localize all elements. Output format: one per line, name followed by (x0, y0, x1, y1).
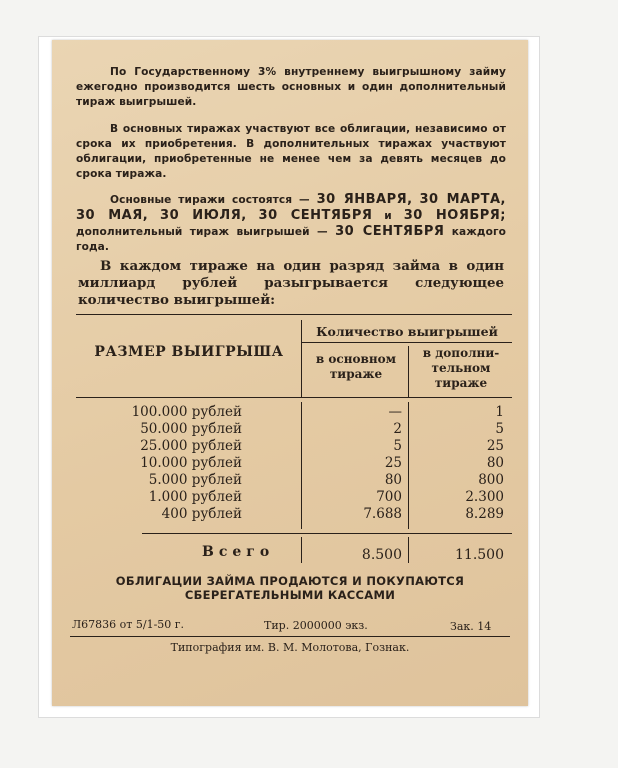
paragraph-draw-participation-text: В основных тиражах участвуют все облигации, независимо от срока их приобретения. В дополнительных тиражах участвуют облигации, приобретенные не менее чем за девять месяцев до срока тиража. (76, 123, 506, 180)
main-count: 700 (376, 489, 402, 505)
header-additional-draw (410, 346, 512, 391)
table-group-rule (302, 342, 512, 343)
prize-count-intro-text: В каждом тираже на один разряд займа в один миллиард рублей разыгрывается следующее количество выигрышей: (78, 258, 504, 308)
additional-count: 80 (486, 455, 504, 471)
table-row (78, 455, 512, 472)
date-additional-september: 30 СЕНТЯБРЯ (335, 224, 445, 239)
prize-amount: 1.000 рублей (148, 489, 242, 505)
table-total-divider-2 (408, 537, 409, 563)
paragraph-draw-dates (76, 192, 506, 255)
additional-count: 1 (495, 404, 504, 420)
order-number: Зак. 14 (450, 620, 492, 633)
additional-count: 2.300 (465, 489, 504, 505)
table-row (78, 438, 512, 455)
date-may: 30 МАЯ, (76, 208, 149, 223)
paragraph-loan-info-text: По Государственному 3% внутреннему выигрышному займу ежегодно производится шесть основных и один дополнительный тираж выигрышей. (76, 66, 506, 108)
header-add-line-3: тираже (434, 376, 488, 390)
main-count: 7.688 (363, 506, 402, 522)
prize-amount: 400 рублей (161, 506, 242, 522)
header-main-line-1: в основном (315, 352, 397, 366)
main-count: 2 (393, 421, 402, 437)
header-add-line-2: тельном (431, 361, 491, 375)
header-main-draw (304, 352, 408, 382)
date-january: 30 ЯНВАРЯ, (316, 192, 413, 207)
table-total-rule (142, 533, 512, 534)
table-total-divider-1 (301, 537, 302, 563)
header-prize-count: Количество выигрышей (316, 324, 498, 339)
document-code: Л67836 от 5/1-50 г. (72, 618, 185, 631)
sale-notice-line-1: ОБЛИГАЦИИ ЗАЙМА ПРОДАЮТСЯ И ПОКУПАЮТСЯ (115, 574, 465, 588)
footer-rule (70, 636, 510, 637)
table-col-divider-1 (301, 320, 302, 397)
table-col-divider-2 (408, 346, 409, 397)
table-row (78, 421, 512, 438)
header-prize-size: РАЗМЕР ВЫИГРЫША (94, 344, 284, 360)
paragraph-prize-count-intro (78, 258, 504, 309)
main-count: — (388, 404, 402, 420)
header-add-line-1: в дополни- (422, 346, 500, 360)
prize-amount: 100.000 рублей (131, 404, 242, 420)
date-september: 30 СЕНТЯБРЯ (258, 208, 373, 223)
print-run: Тир. 2000000 экз. (264, 619, 368, 632)
bond-info-card (52, 40, 528, 706)
main-count: 80 (384, 472, 402, 488)
additional-count: 8.289 (465, 506, 504, 522)
table-row (78, 506, 512, 523)
sale-notice (72, 574, 508, 602)
total-main: 8.500 (361, 547, 402, 563)
paragraph-loan-info (76, 65, 506, 110)
every-year-text: каждого года. (76, 226, 506, 253)
date-march: 30 МАРТА, (419, 192, 506, 207)
additional-count: 5 (495, 421, 504, 437)
conjunction: и (384, 210, 392, 222)
paragraph-draw-participation (76, 122, 506, 182)
main-count: 25 (384, 455, 402, 471)
main-count: 5 (393, 438, 402, 454)
draw-dates-intro: Основные тиражи состоятся — (110, 194, 310, 206)
printer-name: Типография им. В. М. Молотова, Гознак. (170, 641, 410, 654)
prize-amount: 5.000 рублей (148, 472, 242, 488)
date-july: 30 ИЮЛЯ, (160, 208, 247, 223)
table-row (78, 404, 512, 421)
table-header-rule (76, 397, 512, 398)
table-top-rule (76, 314, 512, 315)
prize-amount: 50.000 рублей (140, 421, 242, 437)
table-row (78, 472, 512, 489)
sale-notice-line-2: СБЕРЕГАТЕЛЬНЫМИ КАССАМИ (184, 588, 396, 602)
prize-amount: 10.000 рублей (140, 455, 242, 471)
total-label: Всего (202, 544, 275, 560)
date-november: 30 НОЯБРЯ; (403, 208, 506, 223)
table-row (78, 489, 512, 506)
additional-draw-text: дополнительный тираж выигрышей — (76, 226, 328, 238)
total-additional: 11.500 (455, 547, 504, 563)
header-main-line-2: тираже (329, 367, 383, 381)
prize-amount: 25.000 рублей (140, 438, 242, 454)
additional-count: 800 (478, 472, 504, 488)
additional-count: 25 (486, 438, 504, 454)
